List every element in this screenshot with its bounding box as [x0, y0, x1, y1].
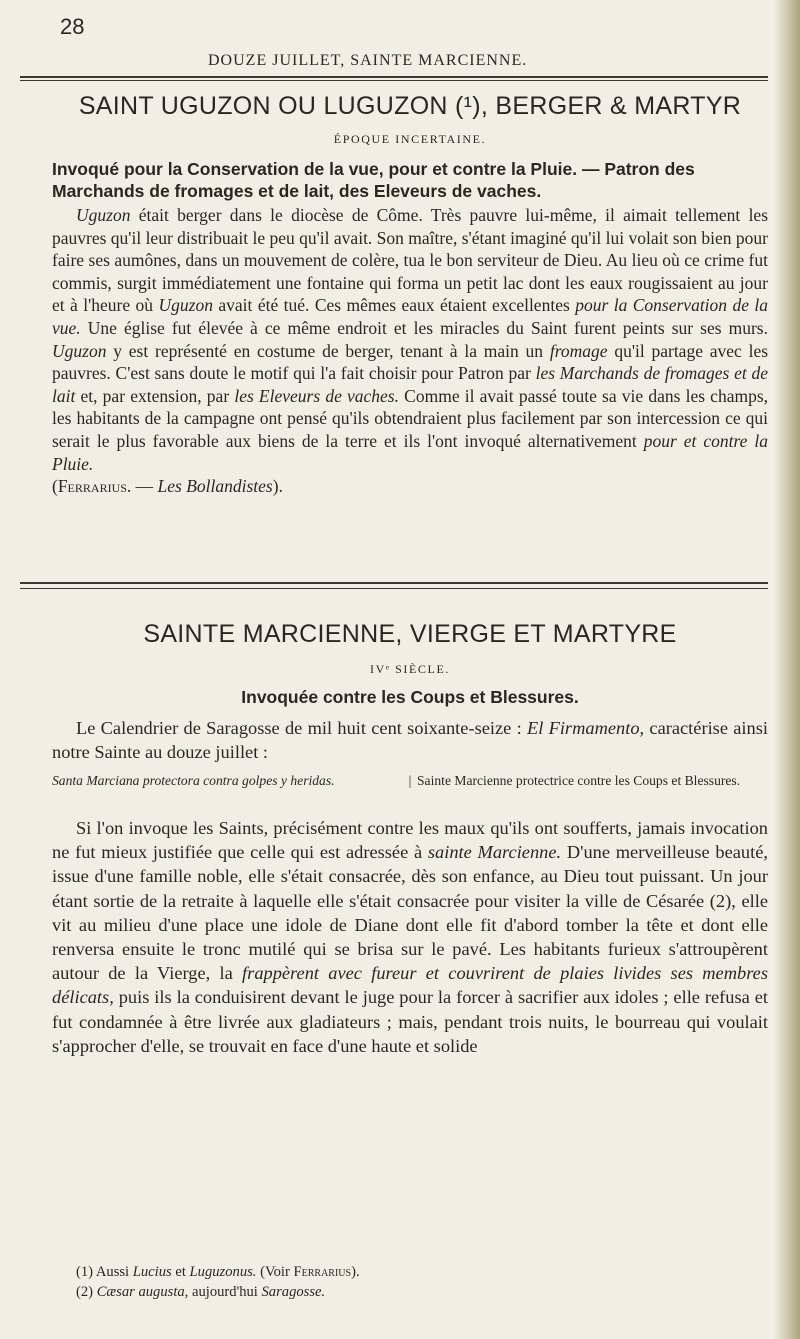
source-close: ).	[272, 476, 283, 497]
text-span: et	[175, 1264, 186, 1280]
text-span: (1) Aussi	[76, 1264, 130, 1280]
section-rule	[20, 582, 768, 584]
text-span: avait été tué. Ces mêmes eaux étaient excellentes	[218, 295, 570, 316]
entry1-heading	[52, 92, 768, 121]
text-span: aujourd'hui	[191, 1284, 258, 1300]
source-sep: . —	[126, 476, 154, 497]
source-open: (	[52, 476, 58, 497]
text-span: Le Calendrier de Saragosse de mil huit cent soixante-seize :	[76, 718, 522, 738]
entry1-paragraph	[52, 204, 768, 498]
entry1-era: ÉPOQUE INCERTAINE.	[333, 132, 487, 146]
text-span: puis ils la conduisirent devant le juge pour la forcer à sacrifier aux idoles ; elle refusa et fut condamnée à être livrée aux gladiateurs ; mais, pendant trois nuits, le bourreau qui voulait s'approcher d'elle, se trouvait en face d'une haute et solide	[52, 987, 768, 1056]
saint-name: Uguzon	[52, 340, 107, 361]
text-span: Si l'on invoque les Saints, précisément contre les maux qu'ils ont soufferts, jamais invocation ne fut mieux justifiée que celle qui est adressée à	[52, 818, 768, 863]
quote-spanish: Santa Marciana protectora contra golpes y heridas.	[52, 773, 335, 788]
emphasis: Cæsar augusta,	[96, 1284, 189, 1300]
quote-french: Sainte Marcienne protectrice contre les Coups et Blessures.	[417, 773, 741, 788]
page-edge-shadow	[774, 0, 800, 1339]
source-work: Les Bollandistes	[157, 476, 273, 497]
emphasis: pour la Conservation de la vue.	[52, 295, 769, 338]
text-span: était berger dans le diocèse de Côme. Très pauvre lui-même, il aimait tellement les pauvres qu'il leur distribuait le peu qu'il avait. Son maître, s'étant imaginé qu'il lui volait son bien pour faire ses aumônes, dans un mouvement de colère, tua le bon serviteur de Dieu. Au lieu où ce crime fut commis, surgit immédiatement une fontaine qui forma un petit lac dont les eaux rougissaient au jour et à l'heure où	[52, 205, 769, 316]
running-head: DOUZE JUILLET, SAINTE MARCIENNE.	[208, 52, 528, 69]
emphasis: pour et contre la Pluie.	[52, 430, 769, 474]
quote-divider: |	[408, 773, 412, 788]
section-rule-thin	[20, 588, 768, 589]
emphasis: Lucius	[132, 1264, 172, 1280]
saint-name: Uguzon	[158, 295, 213, 316]
entry2-invocation: Invoquée contre les Coups et Blessures.	[241, 687, 579, 707]
text-span: Comme il avait passé toute sa vie dans les champs, les habitants de la campagne ont pensé qu'ils obtendraient plus facilement par son intercession ce qui serait le plus favorable aux biens de la terre et ils l'ont invoqué alternativement	[52, 385, 769, 451]
text-span: Une église fut élevée à ce même endroit et les miracles du Saint furent peints sur ses murs.	[87, 317, 768, 338]
footnotes	[52, 1262, 768, 1302]
entry2-paragraph	[52, 816, 768, 1058]
text-span: ).	[351, 1264, 360, 1280]
intro-paragraph	[52, 716, 768, 764]
entry2-body	[52, 816, 768, 1058]
text-span: qu'il partage avec les pauvres. C'est sans doute le motif qui l'a fait choisir pour Patron par	[52, 340, 769, 384]
calendar-quote	[52, 772, 768, 790]
emphasis: fromage	[549, 340, 608, 361]
source-author: Ferrarius	[57, 476, 127, 497]
footnote-1	[52, 1262, 768, 1282]
entry1-body	[52, 204, 768, 498]
emphasis: sainte Marcienne.	[427, 842, 562, 863]
text-span: caractérise ainsi notre Sainte au douze juillet :	[52, 718, 769, 763]
page-number: 28	[60, 14, 85, 39]
entry2-heading	[52, 620, 768, 649]
entry2-title: SAINTE MARCIENNE, VIERGE ET MARTYRE	[143, 620, 677, 648]
emphasis: les Eleveurs de vaches.	[234, 385, 399, 406]
emphasis: Luguzonus.	[189, 1264, 257, 1280]
text-span: D'une merveilleuse beauté, issue d'une famille noble, elle s'était consacrée, dès son enfance, au Dieu tout puissant. Un jour étant sortie de la retraite à laquelle elle s'était consacrée pour visiter la ville de Césarée (2), elle vit au milieu d'une place une idole de Diane dont elle fit d'abord tomber la tête et dont elle renversa ensuite le tronc mutilé qui se brisa sur le pavé. Les habitants furieux s'attroupèrent autour de la Vierge, la	[52, 842, 768, 984]
author-name: Ferrarius	[293, 1264, 352, 1280]
text-span: (Voir	[260, 1264, 290, 1280]
emphasis: Saragosse.	[261, 1284, 326, 1300]
text-span: y est représenté en costume de berger, tenant à la main un	[113, 340, 544, 361]
header-rule-thin	[20, 80, 768, 81]
footnote-2	[52, 1282, 768, 1302]
emphasis: El Firmamento,	[526, 718, 645, 738]
emphasis: frappèrent avec fureur et couvrirent de plaies livides ses membres délicats,	[52, 963, 768, 1008]
emphasis: les Marchands de fromages et de lait	[52, 363, 768, 406]
entry1-title: SAINT UGUZON OU LUGUZON (¹), BERGER & MARTYR	[78, 92, 742, 120]
text-span: et, par extension, par	[80, 385, 230, 406]
text-span: (2)	[76, 1284, 94, 1300]
saint-name: Uguzon	[76, 205, 131, 225]
header-rule	[20, 76, 768, 78]
entry2-era: IVᵉ SIÈCLE.	[369, 662, 450, 676]
entry1-invocation: Invoqué pour la Conservation de la vue, pour et contre la Pluie. — Patron des Marchands de fromages et de lait, des Eleveurs de vaches.	[52, 159, 695, 201]
entry2-intro	[52, 716, 768, 764]
